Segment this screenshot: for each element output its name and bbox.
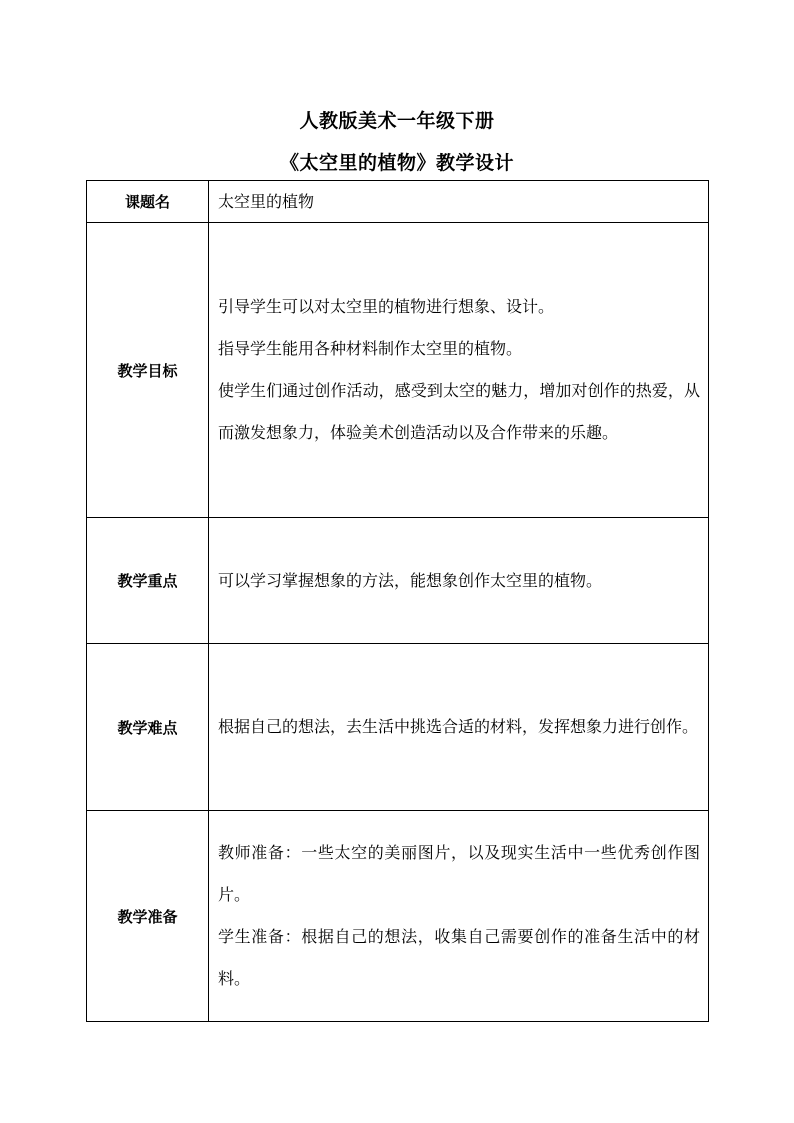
row-label-key-points: 教学重点 bbox=[87, 518, 209, 644]
preparation-paragraph: 学生准备：根据自己的想法，收集自己需要创作的准备生活中的材料。 bbox=[218, 927, 700, 988]
row-label-objectives: 教学目标 bbox=[87, 223, 209, 518]
objective-paragraph: 指导学生能用各种材料制作太空里的植物。 bbox=[218, 339, 523, 358]
row-content-topic bbox=[209, 181, 709, 223]
lesson-plan-table bbox=[86, 180, 709, 1022]
row-label-topic: 课题名 bbox=[87, 181, 209, 223]
key-point-paragraph: 可以学习掌握想象的方法，能想象创作太空里的植物。 bbox=[218, 570, 603, 590]
objective-paragraph: 引导学生可以对太空里的植物进行想象、设计。 bbox=[218, 297, 555, 316]
table-row-key-points bbox=[87, 518, 709, 644]
row-content-key-points bbox=[209, 518, 709, 644]
row-content-preparation bbox=[209, 811, 709, 1022]
preparation-paragraph: 教师准备：一些太空的美丽图片，以及现实生活中一些优秀创作图片。 bbox=[218, 843, 700, 904]
row-label-difficulties: 教学难点 bbox=[87, 644, 209, 811]
document-title: 人教版美术一年级下册 bbox=[299, 110, 495, 132]
table-row-topic bbox=[87, 181, 709, 223]
difficulty-paragraph: 根据自己的想法，去生活中挑选合适的材料，发挥想象力进行创作。 bbox=[218, 717, 699, 736]
table-row-preparation bbox=[87, 811, 709, 1022]
topic-text: 太空里的植物 bbox=[218, 191, 315, 211]
objective-paragraph: 使学生们通过创作活动，感受到太空的魅力，增加对创作的热爱，从而激发想象力，体验美术创造活动以及合作带来的乐趣。 bbox=[218, 381, 700, 442]
row-content-objectives bbox=[209, 223, 709, 518]
document-subtitle: 《太空里的植物》教学设计 bbox=[279, 152, 514, 174]
row-content-difficulties bbox=[209, 644, 709, 811]
table-row-objectives bbox=[87, 223, 709, 518]
row-label-preparation: 教学准备 bbox=[87, 811, 209, 1022]
table-row-difficulties bbox=[87, 644, 709, 811]
